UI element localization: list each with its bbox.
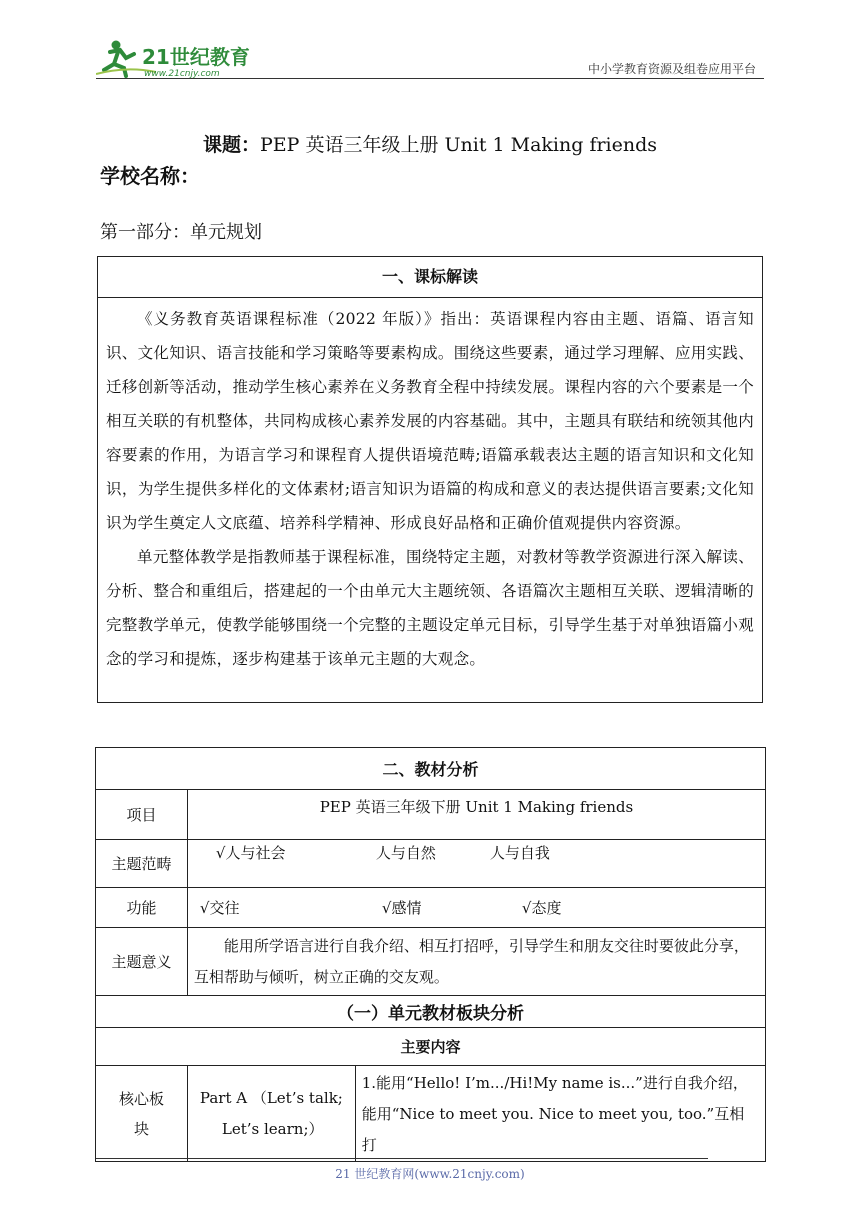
section2-heading: 二、教材分析 xyxy=(96,748,766,790)
meaning-label: 主题意义 xyxy=(96,928,188,996)
function-option-attitude: √态度 xyxy=(521,899,562,917)
theme-option-nature: 人与自然 xyxy=(375,844,436,862)
meaning-value: 能用所学语言进行自我介绍、相互打招呼，引导学生和朋友交往时要彼此分享，互相帮助与倾听，树立正确的交友观。 xyxy=(187,928,765,996)
unit-module-analysis-heading: （一）单元教材板块分析 xyxy=(96,996,766,1028)
logo-url: www.21cnjy.com xyxy=(144,69,220,79)
part-one-heading: 第一部分：单元规划 xyxy=(100,222,262,243)
title-text: PEP 英语三年级上册 Unit 1 Making friends xyxy=(259,134,658,156)
theme-option-self: 人与自我 xyxy=(489,844,550,862)
site-logo xyxy=(96,36,266,80)
header-divider xyxy=(96,78,764,79)
part-a-cell xyxy=(187,1066,355,1162)
function-label: 功能 xyxy=(96,888,188,928)
theme-options xyxy=(187,840,765,888)
function-option-emotion: √感情 xyxy=(381,899,422,917)
school-name-label: 学校名称： xyxy=(100,164,200,188)
textbook-analysis-table xyxy=(95,747,766,1162)
theme-label: 主题范畴 xyxy=(96,840,188,888)
function-option-communication: √交往 xyxy=(199,899,240,917)
part-a-line-2: Let’s learn;） xyxy=(221,1119,324,1138)
part-a-line-1: Part A （Let’s talk; xyxy=(199,1088,343,1107)
section1-heading: 一、课标解读 xyxy=(98,257,762,298)
item-value: PEP 英语三年级下册 Unit 1 Making friends xyxy=(187,790,765,840)
core-module-label: 核心板块 xyxy=(96,1066,188,1162)
section1-body xyxy=(98,298,762,676)
title-label: 课题： xyxy=(202,134,260,156)
section1-paragraph-1: 《义务教育英语课程标准（2022 年版）》指出：英语课程内容由主题、语篇、语言知识、文化知识、语言技能和学习策略等要素构成。围绕这些要素，通过学习理解、应用实践、迁移创新等活动，推动学生核心素养在义务教育全程中持续发展。课程内容的六个要素是一个相互关联的有机整体，共同构成核心素养发展的内容基础。其中，主题具有联结和统领其他内容要素的作用，为语言学习和课程育人提供语境范畴;语篇承载表达主题的语言知识和文化知识，为学生提供多样化的文体素材;语言知识为语篇的构成和意义的表达提供语言要素;文化知识为学生奠定人文底蕴、培养科学精神、形成良好品格和正确价值观提供内容资源。 xyxy=(106,310,754,532)
curriculum-interpretation-box xyxy=(97,256,763,703)
footer-text: 21 世纪教育网(www.21cnjy.com) xyxy=(335,1167,525,1181)
section1-paragraph-2: 单元整体教学是指教师基于课程标准，围绕特定主题，对教材等教学资源进行深入解读、分析、整合和重组后，搭建起的一个由单元大主题统领、各语篇次主题相互关联、逻辑清晰的完整教学单元，使教学能够围绕一个完整的主题设定单元目标，引导学生基于对单独语篇小观念的学习和提炼，逐步构建基于该单元主题的大观念。 xyxy=(106,548,754,668)
function-options xyxy=(187,888,765,928)
theme-option-society: √人与社会 xyxy=(215,844,286,862)
item-label: 项目 xyxy=(96,790,188,840)
main-content-heading: 主要内容 xyxy=(96,1028,766,1066)
header-platform-text: 中小学教育资源及组卷应用平台 xyxy=(587,62,756,76)
logo-text: 21世纪教育 xyxy=(142,45,250,69)
part-a-description: 1.能用“Hello! I’m.../Hi!My name is...”进行自我介绍，能用“Nice to meet you. Nice to meet you, too.”互相打 xyxy=(355,1066,765,1162)
footer-divider xyxy=(96,1158,708,1159)
page-title xyxy=(0,130,860,157)
